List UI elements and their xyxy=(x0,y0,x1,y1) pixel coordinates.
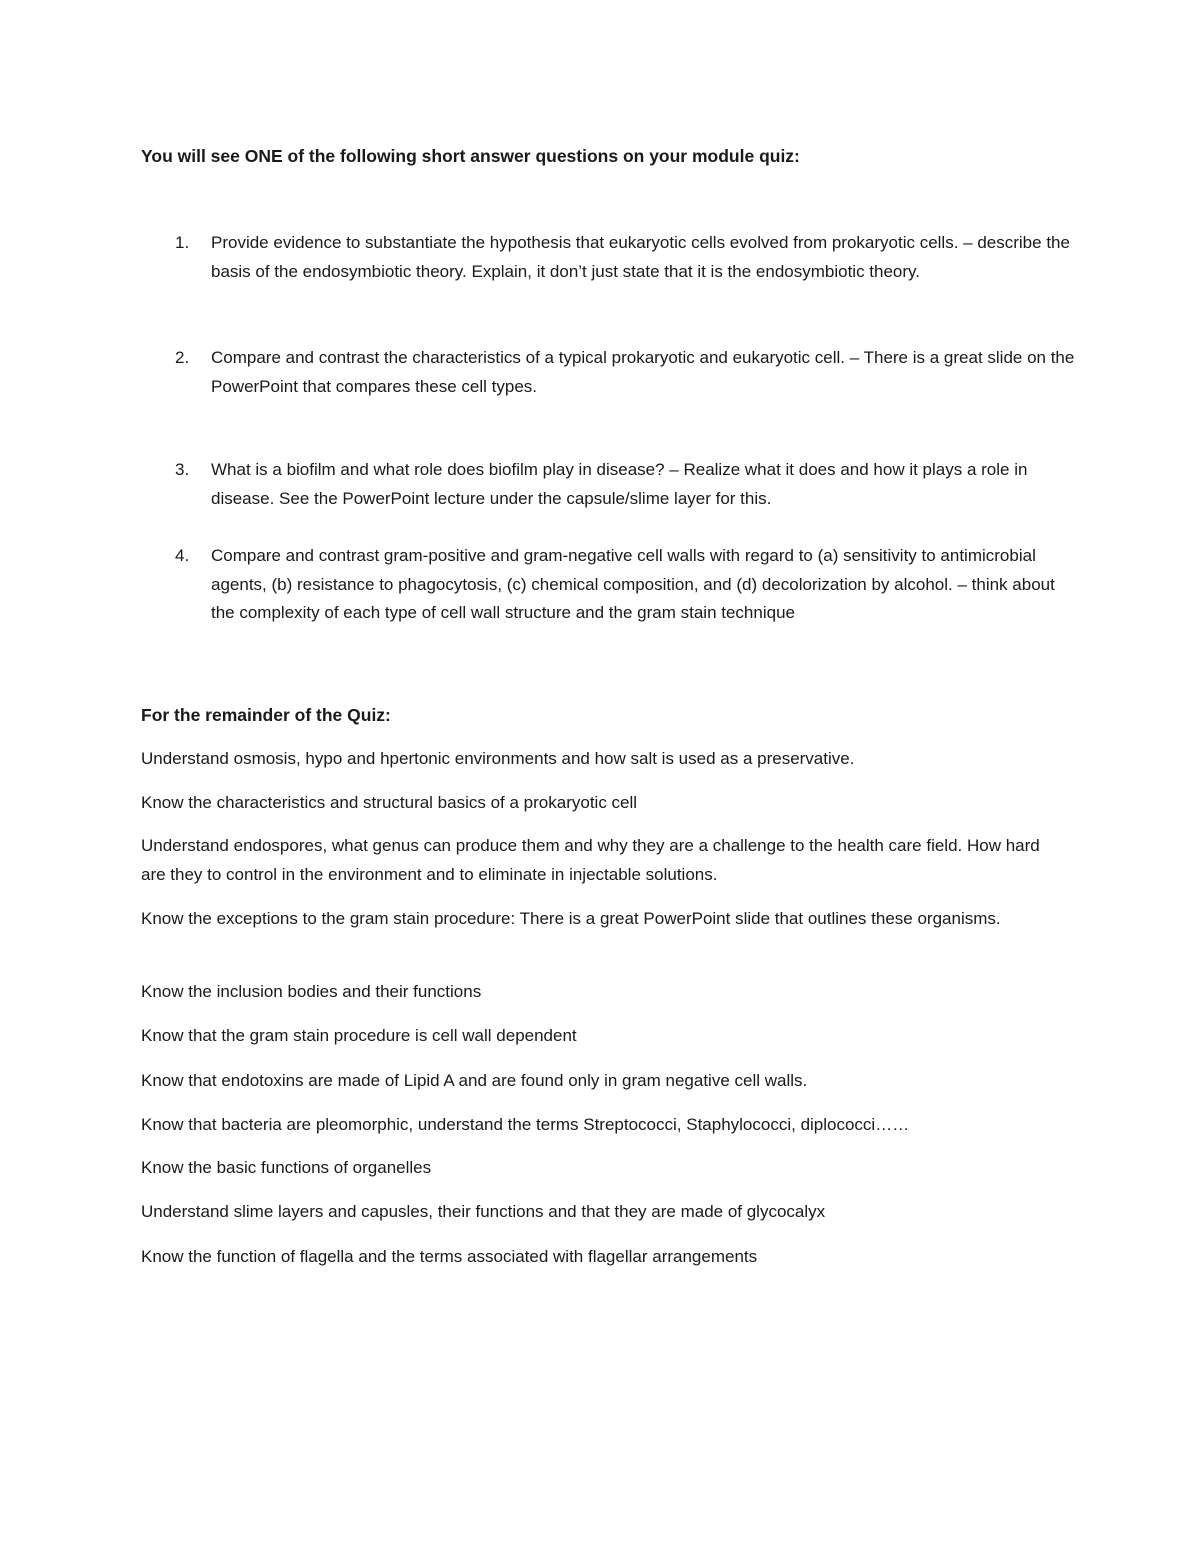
question-text: Provide evidence to substantiate the hypothesis that eukaryotic cells evolved from prokaryotic cells. – describe the basis of the endosymbiotic theory. Explain, it don’t just state that it is the endosymbiotic theory. xyxy=(211,233,1070,281)
question-item-3 xyxy=(175,456,1075,513)
remainder-item: Know the characteristics and structural basics of a prokaryotic cell xyxy=(141,793,638,812)
remainder-item: Know that the gram stain procedure is cell wall dependent xyxy=(141,1026,577,1045)
remainder-item: Understand slime layers and capusles, their functions and that they are made of glycocalyx xyxy=(141,1202,826,1221)
question-item-1 xyxy=(175,229,1075,286)
remainder-item: Know that bacteria are pleomorphic, understand the terms Streptococci, Staphylococci, diplococci…… xyxy=(141,1115,910,1134)
remainder-item: Understand endospores, what genus can produce them and why they are a challenge to the health care field. How hard are they to control in the environment and to eliminate in injectable solutions. xyxy=(141,836,1040,884)
question-number: 2. xyxy=(175,348,190,367)
question-number: 3. xyxy=(175,460,190,479)
question-text: Compare and contrast the characteristics of a typical prokaryotic and eukaryotic cell. – There is a great slide on the PowerPoint that compares these cell types. xyxy=(211,348,1075,396)
question-text: Compare and contrast gram-positive and gram-negative cell walls with regard to (a) sensitivity to antimicrobial agents, (b) resistance to phagocytosis, (c) chemical composition, and (d) decolorization by alcohol. – think about the complexity of each type of cell wall structure and the gram stain technique xyxy=(211,546,1055,623)
remainder-item: Know the exceptions to the gram stain procedure: There is a great PowerPoint slide that outlines these organisms. xyxy=(141,909,1001,928)
question-item-2 xyxy=(175,344,1075,401)
question-number: 1. xyxy=(175,233,190,252)
question-number: 4. xyxy=(175,546,190,565)
short-answer-heading: You will see ONE of the following short answer questions on your module quiz: xyxy=(141,146,800,166)
remainder-item: Know the inclusion bodies and their functions xyxy=(141,982,482,1001)
remainder-heading: For the remainder of the Quiz: xyxy=(141,705,391,725)
remainder-item: Know the basic functions of organelles xyxy=(141,1158,432,1177)
question-item-4 xyxy=(175,542,1075,628)
remainder-item: Know the function of flagella and the terms associated with flagellar arrangements xyxy=(141,1247,758,1266)
question-text: What is a biofilm and what role does biofilm play in disease? – Realize what it does and how it plays a role in disease. See the PowerPoint lecture under the capsule/slime layer for this. xyxy=(211,460,1028,508)
remainder-item: Know that endotoxins are made of Lipid A and are found only in gram negative cell walls. xyxy=(141,1071,808,1090)
remainder-item: Understand osmosis, hypo and hpertonic environments and how salt is used as a preservative. xyxy=(141,749,855,768)
